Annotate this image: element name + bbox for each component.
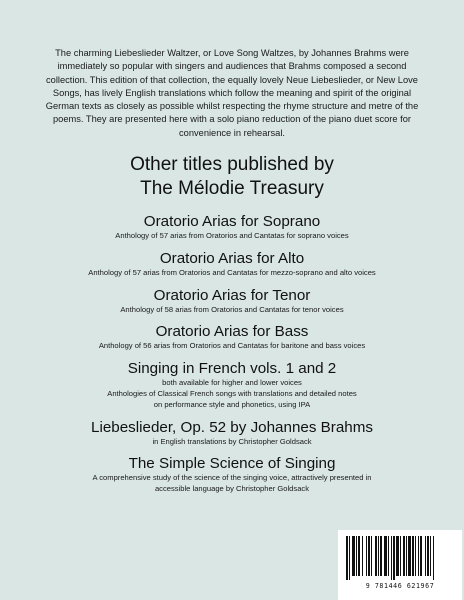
barcode-bar — [391, 536, 392, 580]
title-item-tenor — [20, 286, 444, 316]
title-desc: on performance style and phonetics, using IPA — [153, 399, 311, 409]
title-item-soprano — [20, 212, 444, 242]
title-desc: in English translations by Christopher Goldsack — [152, 436, 312, 446]
barcode-bar — [356, 536, 357, 576]
barcode-bar — [412, 536, 414, 576]
barcode-bar — [380, 536, 382, 576]
title-desc: Anthology of 58 arias from Oratorios and Cantatas for tenor voices — [120, 304, 344, 314]
title-desc: Anthology of 56 arias from Oratorios and Cantatas for baritone and bass voices — [98, 341, 366, 351]
barcode-bar — [371, 536, 372, 576]
barcode-bar — [366, 536, 367, 576]
barcode-bar — [388, 536, 389, 576]
title-desc: A comprehensive study of the science of the singing voice, attractively presented in — [92, 473, 372, 483]
title-name: Oratorio Arias for Tenor — [153, 286, 311, 304]
title-name: Oratorio Arias for Bass — [155, 323, 309, 341]
barcode-bar — [430, 536, 431, 576]
barcode-bar — [378, 536, 379, 576]
title-name: Singing in French vols. 1 and 2 — [127, 360, 337, 378]
title-name: Oratorio Arias for Soprano — [143, 213, 321, 230]
barcode-bar — [384, 536, 387, 576]
barcode-bar — [400, 536, 401, 576]
barcode-bar — [393, 536, 395, 580]
title-desc: accessible language by Christopher Goldsack — [154, 484, 310, 494]
barcode-bar — [346, 536, 348, 580]
barcode-bar — [362, 536, 363, 576]
title-desc: both available for higher and lower voices — [162, 378, 302, 388]
barcode-bar — [418, 536, 419, 576]
title-item-singing-in-french — [20, 359, 444, 410]
titles-list — [20, 212, 444, 502]
heading-line-1: Other titles published by — [130, 154, 334, 175]
title-name: Oratorio Arias for Alto — [159, 249, 305, 267]
barcode-bar — [368, 536, 370, 576]
barcode-bar — [403, 536, 405, 576]
barcode-bar — [352, 536, 355, 576]
title-item-simple-science — [20, 454, 444, 495]
title-item-alto — [20, 249, 444, 279]
barcode-bar — [396, 536, 399, 576]
barcode-bar — [408, 536, 411, 576]
barcode-bar — [358, 536, 360, 576]
barcode-bar — [415, 536, 416, 576]
title-name: Liebeslieder, Op. 52 by Johannes Brahms — [91, 418, 373, 436]
barcode-bars — [344, 536, 456, 580]
title-item-liebeslieder — [20, 418, 444, 448]
title-desc: Anthologies of Classical French songs with translations and detailed notes — [107, 388, 357, 398]
barcode-bar — [406, 536, 407, 576]
barcode-bar — [425, 536, 426, 576]
barcode-bar — [375, 536, 377, 576]
title-item-bass — [20, 322, 444, 352]
isbn-barcode — [338, 530, 462, 600]
barcode-digits: 9 781446 621967 — [365, 582, 435, 590]
title-desc: Anthology of 57 arias from Oratorios and Cantatas for mezzo-soprano and alto voices — [88, 267, 376, 277]
intro-paragraph: The charming Liebeslieder Waltzer, or Love Song Waltzes, by Johannes Brahms were immediately so popular with singers and audiences that Brahms composed a second collection. This edition of that collection, the equally lovely Neue Liebeslieder, or New Love Songs, has lively English translations which follow the meaning and spirit of the original German texts as closely as possible whilst respecting the rhyme structure and metre of the poems. They are presented here with a solo piano reduction of the piano duet score for convenience in rehearsal. — [45, 48, 419, 138]
barcode-bar — [433, 536, 434, 580]
title-name: The Simple Science of Singing — [128, 455, 336, 473]
heading-line-2: The Mélodie Treasury — [140, 178, 324, 199]
title-desc: Anthology of 57 arias from Oratorios and Cantatas for soprano voices — [115, 231, 349, 240]
barcode-bar — [420, 536, 422, 576]
barcode-bar — [349, 536, 350, 580]
other-titles-heading — [20, 153, 444, 201]
barcode-bar — [427, 536, 429, 576]
